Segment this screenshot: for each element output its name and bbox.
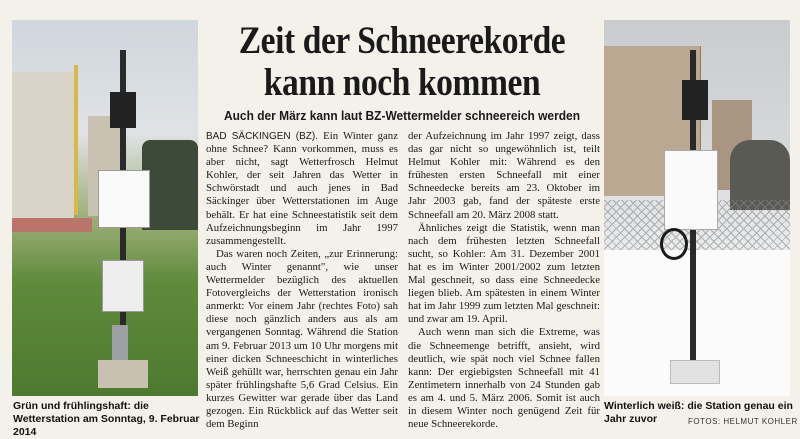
instrument-box — [98, 170, 150, 228]
paragraph: Das waren noch Zeiten, „zur Erinnerung: auch Winter genannt", wie unser Wettermelder bezüglich des aktuellen Fotovergleichs der Wetterstation ironisch anmerkt: Vor einem Jahr (rechtes Foto) sah diese noch gänzlich anders aus als am vergangenen Sonntag. Während die Station am 9. Februar 2013 um 10 Uhr morgens mit einer dicken Schneeschicht in winterliches Weiß gehüllt war, herrschten genau ein Jahr später frühlingshafte 5,6 Grad Celsius. Ein kurzes Gewitter war gerade über das Land gezogen. Ein Rückblick auf das Wetter seit dem Beginn — [206, 247, 398, 431]
hedge — [142, 140, 198, 230]
photo-caption-right: Winterlich weiß: die Station genau ein Jahr zuvor — [604, 400, 793, 425]
dateline: BAD SÄCKINGEN (BZ). — [206, 131, 319, 142]
headline-line1: Zeit der Schneerekorde — [238, 19, 566, 62]
wind-sensor — [682, 80, 708, 120]
apartment-building — [12, 72, 75, 222]
article-column-1 — [206, 130, 398, 431]
photo-weather-station-snow — [604, 20, 790, 396]
photo-caption-left: Grün und frühlingshaft: die Wetterstation am Sonntag, 9. Februar 2014 — [13, 400, 200, 438]
station-base — [98, 360, 148, 388]
photo-credit: FOTOS: HELMUT KOHLER — [688, 417, 798, 426]
paragraph: Ähnliches zeigt die Statistik, wenn man nach dem frühesten letzten Schneefall sucht, so Kohler: Am 31. Dezember 2001 hat es im Winter 2001/2002 zum letzten Mal geschneit, so dass eine Schneedecke liegen blieb. Am spätesten in einem Winter hat im Jahr 1999 zum letzten Mal geschneit: und zwar am 19. April. — [408, 221, 600, 326]
subheadline: Auch der März kann laut BZ-Wettermelder schneereich werden — [223, 108, 581, 123]
article-column-2 — [408, 130, 600, 431]
wind-sensor — [110, 92, 136, 128]
instrument-box-lower — [102, 260, 144, 312]
headline — [233, 20, 572, 104]
headline-line2: kann noch kommen — [263, 61, 541, 104]
cable-coil — [660, 228, 688, 260]
photo-weather-station-green — [12, 20, 198, 396]
station-base — [670, 360, 720, 384]
instrument-box — [664, 150, 718, 230]
paragraph: der Aufzeichnung im Jahr 1997 zeigt, dass das gar nicht so ungewöhnlich ist, teilt Helmut Kohler mit: Während es den frühesten ersten Schneefall mit einer Schneedecke bereits am 23. Oktober im Jahr 2003 gab, fand der späteste erste Schneefall am 20. März 2008 statt. — [408, 130, 600, 221]
paragraph: Auch wenn man sich die Extreme, was die Schneemenge betrifft, ansieht, wird deutlich, wie spät noch viel Schnee fallen kann: Der ergiebigsten Schneefall mit 41 Zentimetern innerhalb von 24 Stunden gab es am 4. und 5. März 2006. Somit ist auch in diesem Winter noch genügend Zeit für neue Schneerekorde. — [408, 326, 600, 431]
garden-path — [12, 218, 92, 232]
rain-gauge — [112, 325, 128, 365]
paragraph — [206, 130, 398, 248]
crane — [74, 65, 78, 215]
paragraph-text: Ein Winter ganz ohne Schnee? Kann vorkommen, muss es aber nicht, sagt Wetterfrosch Helmut Kohler, der seit Jahren das Wetter in Schwörstadt und auch jenes in Bad Säckinger über Wetterstationen im Auge behält. Er hat eine Schneestatistik seit dem Aufzeichnungsbeginn im Jahr 1997 zusammengestellt. — [206, 130, 398, 247]
